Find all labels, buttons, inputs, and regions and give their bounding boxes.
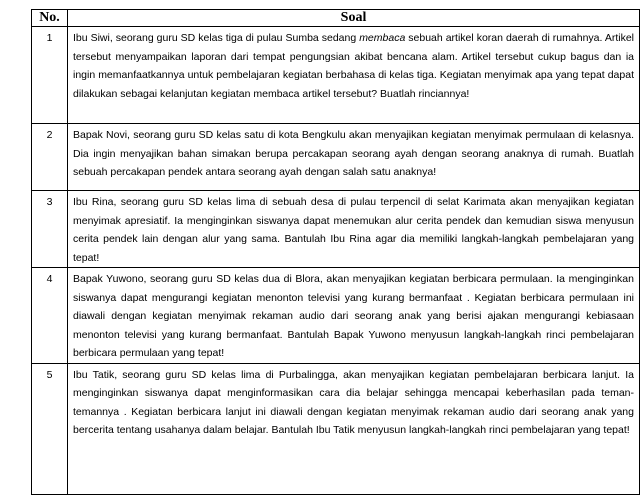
question-text: Bapak Yuwono, seorang guru SD kelas dua di Blora, akan menyajikan kegiatan berbicara permulaan. Ia menginginkan siswanya dapat mengurangi kegiatan menonton televisi yang kurang bermanfaat . Kegiatan berbicara permulaan ini diawali dengan kegiatan menyimak rekaman audio dari seorang anak yang berisi ajakan mengurangi kebiasaan menonton televisi yang kurang bermanfaat. Bantulah Bapak Yuwono menyusun langkah-langkah rinci pembelajaran berbicara permulaan yang tepat! — [68, 268, 640, 364]
question-text: Bapak Novi, seorang guru SD kelas satu di kota Bengkulu akan menyajikan kegiatan menyimak permulaan di kelasnya. Dia ingin menyajikan bahan simakan berupa percakapan seorang ayah dengan seorang anaknya di rumah. Buatlah sebuah percakapan pendek antara seorang ayah dengan salah satu anaknya! — [68, 124, 640, 191]
questions-table — [31, 9, 640, 495]
row-number: 2 — [32, 124, 68, 191]
table-row — [32, 191, 640, 268]
row-number: 4 — [32, 268, 68, 364]
table-row — [32, 124, 640, 191]
row-number: 3 — [32, 191, 68, 268]
header-no: No. — [32, 10, 68, 27]
table-row — [32, 27, 640, 124]
question-text-part: Ibu Siwi, seorang guru SD kelas tiga di pulau Sumba sedang — [73, 32, 360, 44]
questions-table-container — [31, 9, 640, 495]
table-row — [32, 363, 640, 494]
table-header-row — [32, 10, 640, 27]
row-number: 5 — [32, 363, 68, 494]
table-row — [32, 268, 640, 364]
header-soal: Soal — [68, 10, 640, 27]
question-text — [68, 27, 640, 124]
question-text-italic: membaca — [359, 32, 406, 44]
row-number: 1 — [32, 27, 68, 124]
question-text: Ibu Tatik, seorang guru SD kelas lima di Purbalingga, akan menyajikan kegiatan pembelajaran berbicara lanjut. Ia menginginkan siswanya dapat menginformasikan cara dia belajar sehingga mencapai keberhasilan pada teman-temannya . Kegiatan berbicara lanjut ini diawali dengan kegiatan menyimak rekaman audio dari seorang anak yang bercerita tentang usahanya dalam belajar. Bantulah Ibu Tatik menyusun langkah-langkah rinci pembelajaran yang tepat! — [68, 363, 640, 494]
question-text: Ibu Rina, seorang guru SD kelas lima di sebuah desa di pulau terpencil di selat Karimata akan menyajikan kegiatan menyimak apresiatif. Ia menginginkan siswanya dapat menemukan alur cerita pendek dan kemudian siswa menyusun cerita pendek lain dengan alur yang sama. Bantulah Ibu Rina agar dia memiliki langkah-langkah pembelajaran yang tepat! — [68, 191, 640, 268]
question-text-part: sebuah artikel koran daerah di rumahnya. Artikel tersebut menyampaikan laporan dari tempat pengungsian akibat bencana alam. Artikel tersebut cukup bagus dan ia ingin memanfaatkannya untuk pembelajaran kegiatan berbahasa di kelas tiga. Kegiatan menyimak apa yang tepat dapat dilakukan sebagai kelanjutan kegiatan membaca artikel tersebut? Buatlah rinciannya! — [73, 32, 634, 100]
